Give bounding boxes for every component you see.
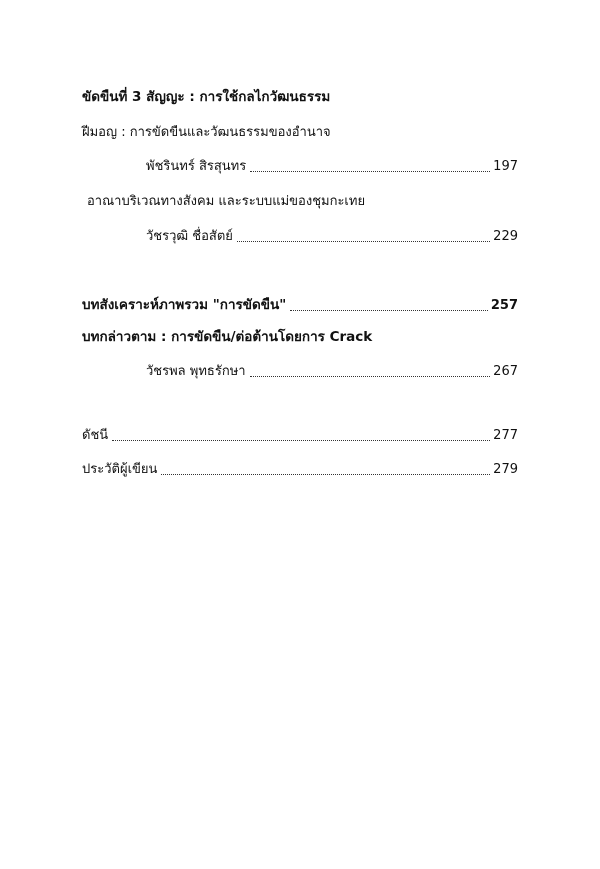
author-name: วัชรพล พุทธรักษา (146, 364, 246, 379)
chapter-title: ฝีมอญ : การขัดขืนและวัฒนธรรมของอำนาจ (82, 125, 331, 140)
toc-entry-author-row[interactable] (146, 228, 518, 246)
index-label: ดัชนี (82, 428, 109, 443)
page-number: 229 (493, 229, 518, 244)
dotted-leader (237, 240, 490, 242)
dotted-leader (161, 473, 490, 475)
dotted-leader (250, 170, 490, 172)
toc-entry-index[interactable] (82, 427, 518, 445)
toc-entry-author-row[interactable] (146, 158, 518, 176)
page-number: 279 (493, 462, 518, 477)
page-number: 267 (493, 364, 518, 379)
author-name: วัชรวุฒิ ชื่อสัตย์ (146, 229, 233, 244)
bios-label: ประวัติผู้เขียน (82, 462, 158, 477)
author-name: พัชรินทร์ สิรสุนทร (146, 159, 247, 174)
toc-entry-author-row[interactable] (146, 363, 518, 381)
section-heading: ขัดขืนที่ 3 สัญญะ : การใช้กลไกวัฒนธรรม (82, 89, 331, 105)
dotted-leader (112, 439, 490, 441)
toc-entry-bios[interactable] (82, 461, 518, 479)
page-number: 197 (493, 159, 518, 174)
page-number: 257 (490, 298, 518, 313)
toc-entry-synthesis[interactable] (82, 296, 518, 315)
epilogue-title: บทกล่าวตาม : การขัดขืน/ต่อต้านโดยการ Crack (82, 329, 373, 345)
synthesis-title: บทสังเคราะห์ภาพรวม "การขัดขืน" (82, 297, 287, 313)
chapter-title: อาณาบริเวณทางสังคม และระบบแม่ของชุมกะเทย (87, 194, 366, 209)
page-number: 277 (493, 428, 518, 443)
dotted-leader (290, 309, 488, 311)
dotted-leader (250, 375, 491, 377)
